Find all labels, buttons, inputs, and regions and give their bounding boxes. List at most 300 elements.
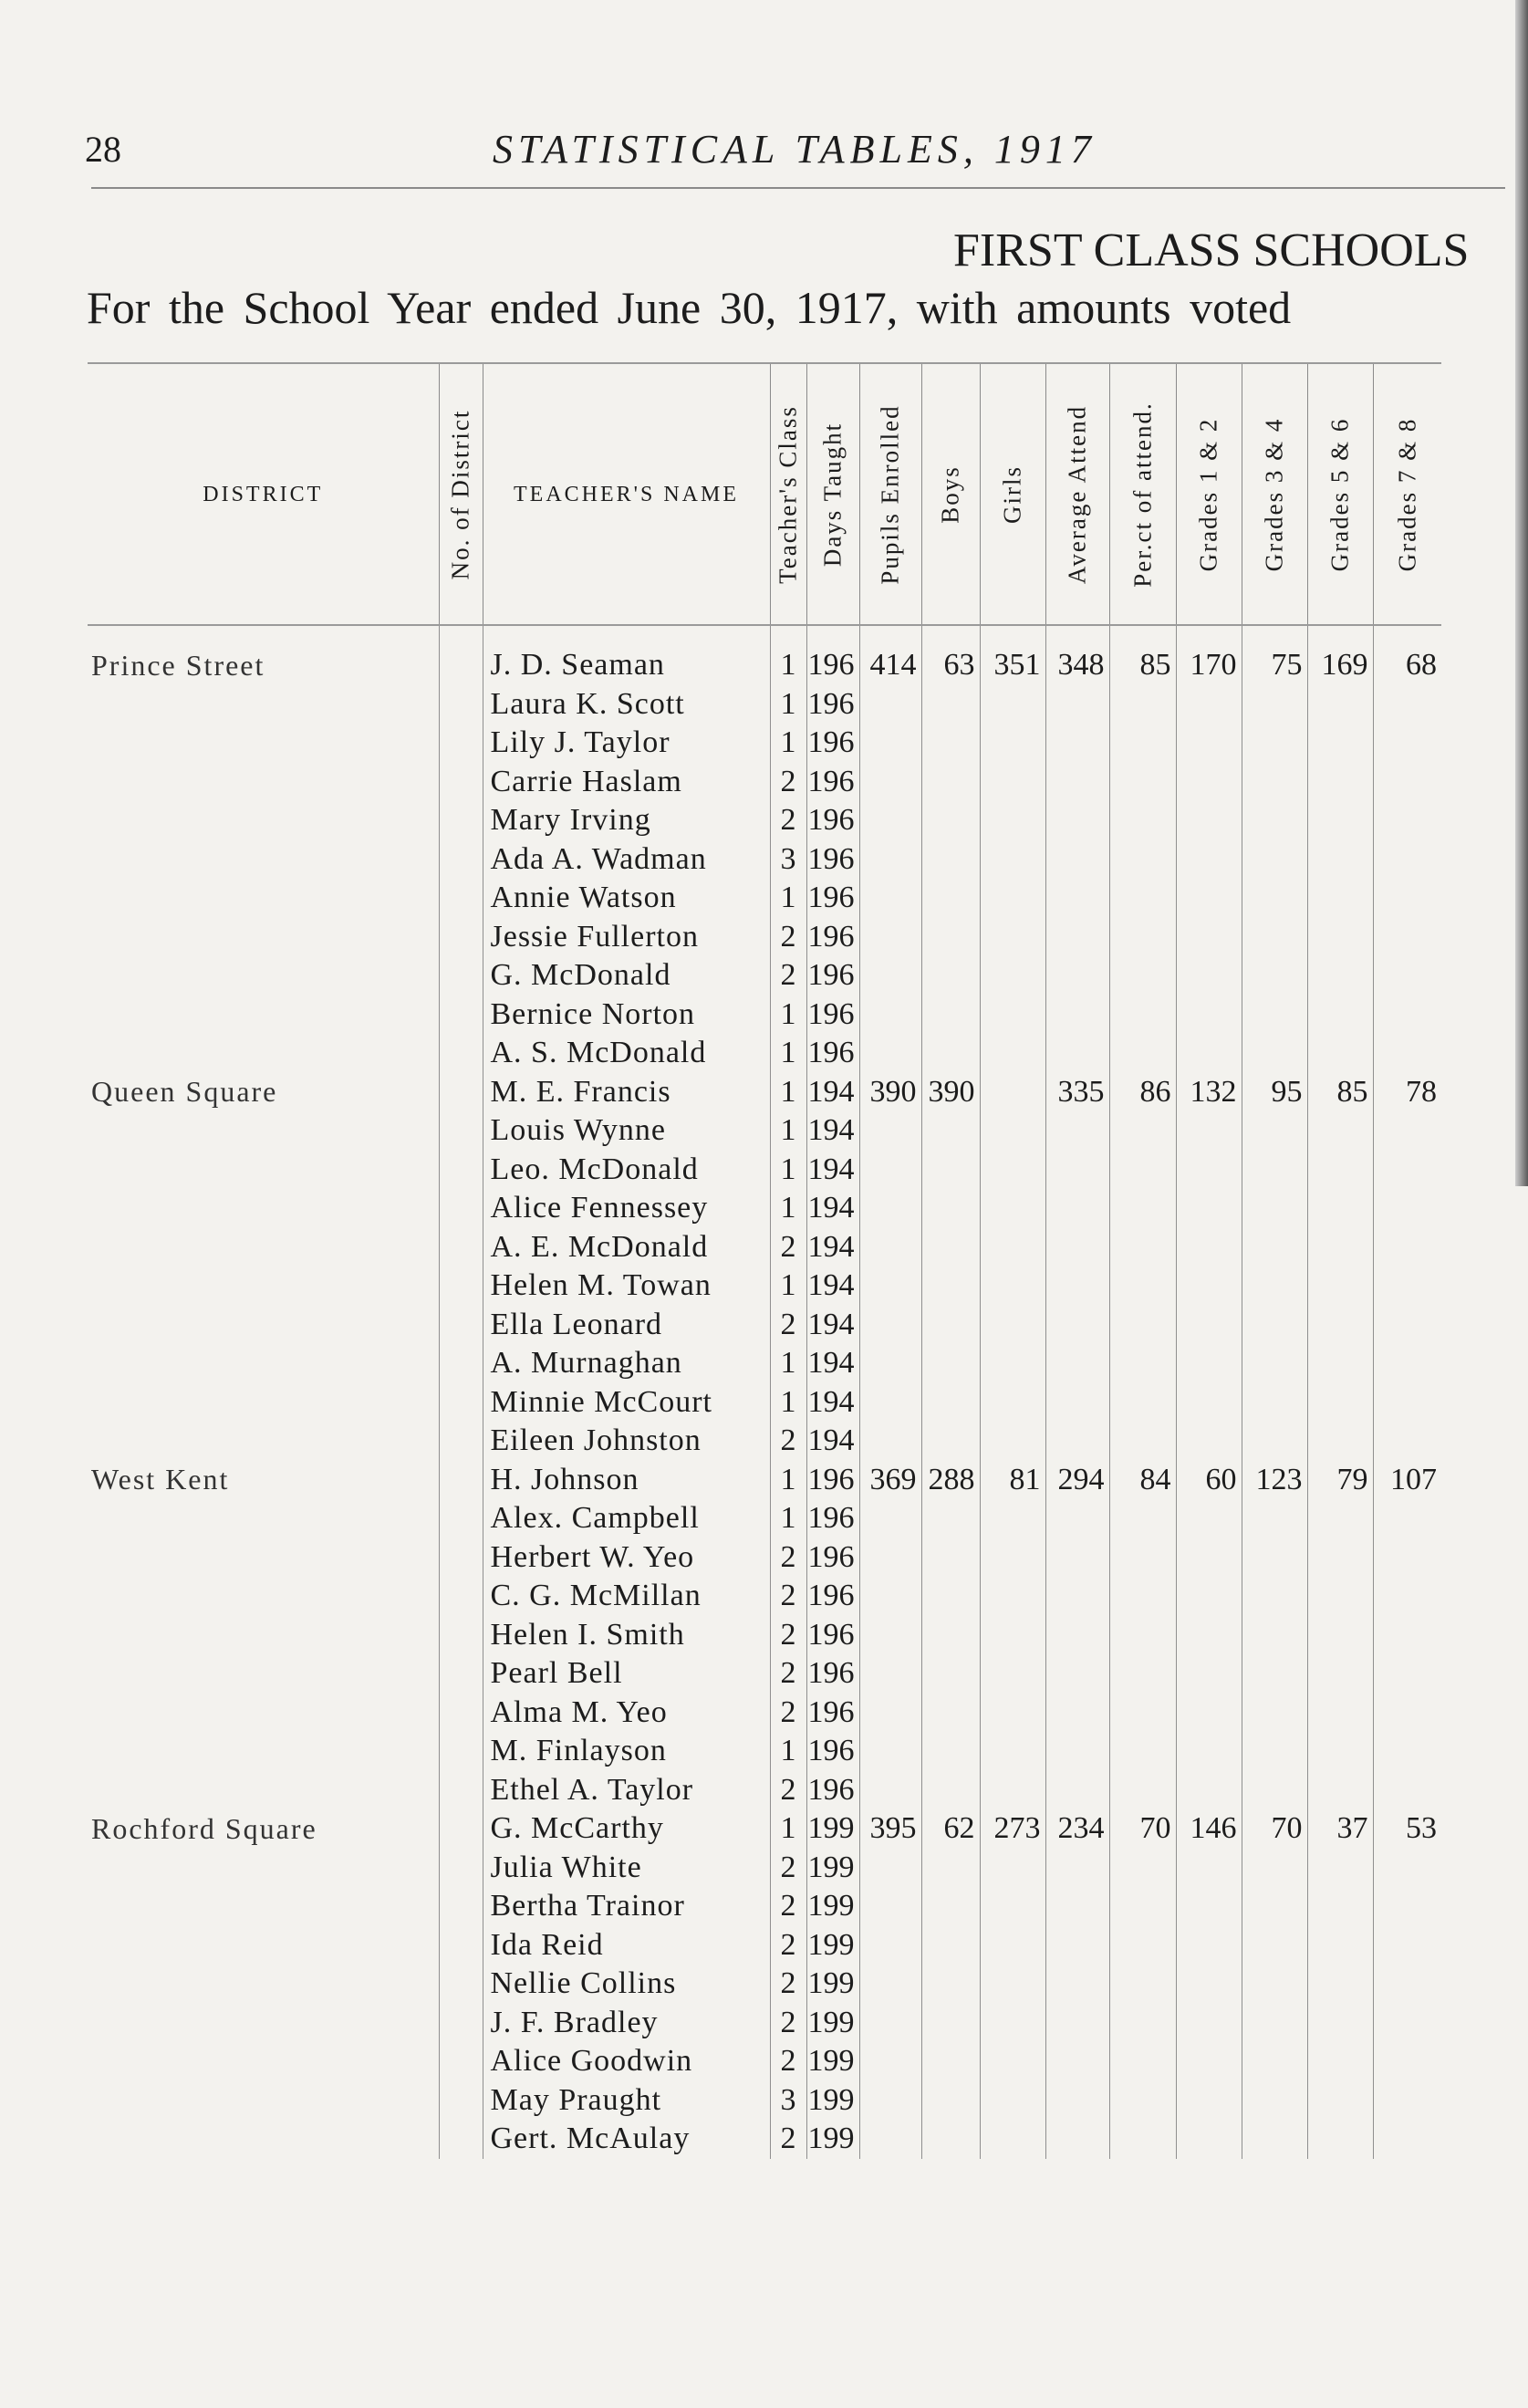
pupils-enrolled-cell [859,1228,921,1267]
percent-attend-cell [1109,956,1176,996]
grades-7-8-cell [1373,2042,1441,2081]
average-attend-cell [1045,1849,1109,1888]
boys-cell [921,1151,980,1190]
grades-3-4-cell [1242,1887,1307,1926]
grades-7-8-cell: 53 [1373,1809,1441,1849]
grades-7-8-cell [1373,918,1441,957]
teacher-name-cell: Bertha Trainor [483,1887,770,1926]
grades-7-8-cell [1373,1926,1441,1965]
girls-cell [980,1073,1045,1112]
boys-cell [921,1267,980,1306]
percent-attend-cell [1109,1344,1176,1383]
days-taught-cell: 194 [806,1306,859,1345]
district-number-cell [439,1887,483,1926]
table-row [88,1771,1441,1810]
percent-attend-cell [1109,685,1176,724]
grades-3-4-cell [1242,1344,1307,1383]
district-number-cell [439,763,483,802]
grades-7-8-cell [1373,1694,1441,1733]
grades-5-6-cell [1307,2042,1373,2081]
district-number-cell [439,1422,483,1461]
average-attend-cell [1045,1577,1109,1616]
teacher-class-cell: 1 [770,1461,806,1500]
district-number-cell [439,1383,483,1423]
teacher-class-cell: 1 [770,1344,806,1383]
girls-cell: 81 [980,1461,1045,1500]
teacher-name-cell: Alice Goodwin [483,2042,770,2081]
district-number-cell [439,1461,483,1500]
teacher-name-cell: Helen M. Towan [483,1267,770,1306]
teacher-class-cell: 1 [770,1499,806,1538]
percent-attend-cell [1109,763,1176,802]
pupils-enrolled-cell [859,1616,921,1655]
grades-7-8-cell [1373,1616,1441,1655]
boys-cell [921,2004,980,2043]
pupils-enrolled-cell [859,1344,921,1383]
pupils-enrolled-cell [859,879,921,918]
average-attend-cell [1045,763,1109,802]
grades-3-4-cell [1242,1383,1307,1423]
grades-7-8-cell [1373,1422,1441,1461]
district-cell [88,996,439,1035]
pupils-enrolled-cell [859,2004,921,2043]
grades-5-6-cell [1307,918,1373,957]
percent-attend-cell: 70 [1109,1809,1176,1849]
grades-5-6-cell [1307,1267,1373,1306]
boys-cell [921,1228,980,1267]
percent-attend-cell [1109,1732,1176,1771]
grades-5-6-cell [1307,1616,1373,1655]
grades-5-6-cell [1307,1151,1373,1190]
pupils-enrolled-cell [859,1189,921,1228]
teacher-class-cell: 2 [770,763,806,802]
pupils-enrolled-cell [859,1926,921,1965]
teacher-name-cell: Ethel A. Taylor [483,1771,770,1810]
boys-cell [921,724,980,763]
table-row [88,2042,1441,2081]
grades-1-2-cell [1176,956,1242,996]
teacher-name-cell: Annie Watson [483,879,770,918]
table-row [88,1616,1441,1655]
average-attend-cell [1045,1422,1109,1461]
days-taught-cell: 199 [806,1849,859,1888]
days-taught-cell: 196 [806,996,859,1035]
table-row [88,1306,1441,1345]
days-taught-cell: 194 [806,1383,859,1423]
girls-cell [980,2120,1045,2159]
pupils-enrolled-cell [859,1732,921,1771]
percent-attend-cell [1109,1538,1176,1578]
grades-5-6-cell [1307,1228,1373,1267]
column-header: TEACHER'S NAME [483,363,770,625]
pupils-enrolled-cell [859,1577,921,1616]
girls-cell: 351 [980,625,1045,685]
days-taught-cell: 199 [806,1965,859,2004]
average-attend-cell [1045,1228,1109,1267]
average-attend-cell [1045,1771,1109,1810]
average-attend-cell [1045,1654,1109,1694]
teacher-name-cell: Bernice Norton [483,996,770,1035]
grades-7-8-cell [1373,1965,1441,2004]
grades-5-6-cell [1307,1383,1373,1423]
girls-cell [980,1267,1045,1306]
district-cell [88,2081,439,2121]
table-row [88,685,1441,724]
grades-1-2-cell [1176,801,1242,840]
grades-1-2-cell [1176,1189,1242,1228]
girls-cell [980,1694,1045,1733]
grades-3-4-cell: 123 [1242,1461,1307,1500]
table-row [88,1034,1441,1073]
girls-cell: 273 [980,1809,1045,1849]
boys-cell [921,840,980,880]
grades-1-2-cell [1176,1616,1242,1655]
teacher-name-cell: Alex. Campbell [483,1499,770,1538]
column-header: Grades 7 & 8 [1373,363,1441,625]
average-attend-cell [1045,1732,1109,1771]
table-row [88,763,1441,802]
table-row [88,1538,1441,1578]
grades-3-4-cell [1242,956,1307,996]
days-taught-cell: 196 [806,1499,859,1538]
district-cell [88,1267,439,1306]
grades-7-8-cell [1373,1577,1441,1616]
boys-cell [921,2042,980,2081]
district-cell: West Kent [91,1463,230,1496]
teacher-class-cell: 2 [770,2042,806,2081]
table-row [88,1267,1441,1306]
grades-1-2-cell [1176,2042,1242,2081]
girls-cell [980,2042,1045,2081]
grades-5-6-cell [1307,1732,1373,1771]
grades-1-2-cell: 60 [1176,1461,1242,1500]
district-number-cell [439,1228,483,1267]
district-cell [88,1887,439,1926]
days-taught-cell: 199 [806,2120,859,2159]
district-number-cell [439,1771,483,1810]
teacher-class-cell: 2 [770,1926,806,1965]
average-attend-cell [1045,918,1109,957]
grades-7-8-cell [1373,1538,1441,1578]
teacher-name-cell: G. McCarthy [483,1809,770,1849]
grades-5-6-cell [1307,1926,1373,1965]
girls-cell [980,1422,1045,1461]
grades-3-4-cell: 95 [1242,1073,1307,1112]
table-row [88,1965,1441,2004]
district-number-cell [439,1732,483,1771]
teacher-class-cell: 1 [770,1073,806,1112]
page-title: FIRST CLASS SCHOOLS [953,224,1470,276]
grades-1-2-cell [1176,1577,1242,1616]
teacher-class-cell: 1 [770,625,806,685]
percent-attend-cell: 85 [1109,625,1176,685]
days-taught-cell: 196 [806,1034,859,1073]
teacher-name-cell: Ada A. Wadman [483,840,770,880]
grades-7-8-cell [1373,1499,1441,1538]
grades-7-8-cell [1373,801,1441,840]
district-cell [88,1499,439,1538]
girls-cell [980,879,1045,918]
district-cell [88,1616,439,1655]
district-number-cell [439,1577,483,1616]
district-number-cell [439,1073,483,1112]
column-header: DISTRICT [88,363,439,625]
table-row [88,879,1441,918]
teacher-class-cell: 2 [770,956,806,996]
percent-attend-cell [1109,1306,1176,1345]
teacher-name-cell: J. F. Bradley [483,2004,770,2043]
grades-5-6-cell [1307,685,1373,724]
girls-cell [980,763,1045,802]
average-attend-cell [1045,1887,1109,1926]
grades-5-6-cell [1307,724,1373,763]
district-number-cell [439,2081,483,2121]
district-number-cell [439,1926,483,1965]
grades-7-8-cell [1373,840,1441,880]
table-row [88,1809,1441,1849]
table-row [88,956,1441,996]
grades-5-6-cell [1307,1034,1373,1073]
page-edge-shadow [1515,0,1528,1186]
average-attend-cell [1045,1034,1109,1073]
grades-5-6-cell [1307,1577,1373,1616]
percent-attend-cell [1109,1189,1176,1228]
grades-5-6-cell [1307,2081,1373,2121]
days-taught-cell: 194 [806,1111,859,1151]
grades-1-2-cell [1176,2081,1242,2121]
boys-cell [921,1654,980,1694]
average-attend-cell [1045,2081,1109,2121]
boys-cell [921,2081,980,2121]
days-taught-cell: 196 [806,1771,859,1810]
grades-3-4-cell [1242,1694,1307,1733]
teacher-class-cell: 1 [770,1809,806,1849]
boys-cell [921,879,980,918]
table-row [88,1887,1441,1926]
percent-attend-cell [1109,801,1176,840]
days-taught-cell: 196 [806,685,859,724]
percent-attend-cell: 84 [1109,1461,1176,1500]
table-row [88,801,1441,840]
district-cell [88,1189,439,1228]
grades-3-4-cell [1242,996,1307,1035]
days-taught-cell: 194 [806,1267,859,1306]
teacher-class-cell: 2 [770,801,806,840]
pupils-enrolled-cell [859,763,921,802]
average-attend-cell [1045,1383,1109,1423]
percent-attend-cell [1109,1926,1176,1965]
grades-5-6-cell: 85 [1307,1073,1373,1112]
grades-7-8-cell [1373,1732,1441,1771]
days-taught-cell: 196 [806,1538,859,1578]
percent-attend-cell [1109,840,1176,880]
grades-1-2-cell [1176,1926,1242,1965]
pupils-enrolled-cell [859,1151,921,1190]
table-row [88,1383,1441,1423]
pupils-enrolled-cell [859,918,921,957]
column-header: Teacher's Class [770,363,806,625]
days-taught-cell: 196 [806,1616,859,1655]
district-cell [88,801,439,840]
grades-1-2-cell: 146 [1176,1809,1242,1849]
days-taught-cell: 196 [806,1694,859,1733]
pupils-enrolled-cell: 369 [859,1461,921,1500]
boys-cell [921,1849,980,1888]
grades-1-2-cell: 132 [1176,1073,1242,1112]
grades-1-2-cell [1176,763,1242,802]
percent-attend-cell [1109,1034,1176,1073]
percent-attend-cell [1109,1499,1176,1538]
pupils-enrolled-cell [859,2120,921,2159]
district-cell [88,1732,439,1771]
percent-attend-cell [1109,918,1176,957]
pupils-enrolled-cell [859,685,921,724]
teacher-name-cell: Alice Fennessey [483,1189,770,1228]
days-taught-cell: 196 [806,724,859,763]
teacher-name-cell: Gert. McAulay [483,2120,770,2159]
percent-attend-cell: 86 [1109,1073,1176,1112]
pupils-enrolled-cell [859,1887,921,1926]
grades-5-6-cell [1307,2004,1373,2043]
district-cell [88,1654,439,1694]
days-taught-cell: 194 [806,1073,859,1112]
district-cell [88,1771,439,1810]
teacher-class-cell: 1 [770,1111,806,1151]
pupils-enrolled-cell [859,1538,921,1578]
days-taught-cell: 196 [806,956,859,996]
teacher-class-cell: 3 [770,840,806,880]
district-cell [88,2042,439,2081]
district-cell [88,840,439,880]
pupils-enrolled-cell: 395 [859,1809,921,1849]
teacher-name-cell: M. Finlayson [483,1732,770,1771]
teacher-name-cell: Mary Irving [483,801,770,840]
boys-cell [921,1189,980,1228]
district-number-cell [439,1849,483,1888]
days-taught-cell: 194 [806,1422,859,1461]
teacher-name-cell: M. E. Francis [483,1073,770,1112]
table-row [88,1654,1441,1694]
district-cell [88,879,439,918]
days-taught-cell: 199 [806,2042,859,2081]
average-attend-cell: 335 [1045,1073,1109,1112]
days-taught-cell: 199 [806,2004,859,2043]
boys-cell: 288 [921,1461,980,1500]
teacher-class-cell: 2 [770,1616,806,1655]
teacher-class-cell: 2 [770,1422,806,1461]
column-header: Per.ct of attend. [1109,363,1176,625]
percent-attend-cell [1109,1228,1176,1267]
teacher-name-cell: Carrie Haslam [483,763,770,802]
column-header: Boys [921,363,980,625]
district-cell [88,1694,439,1733]
days-taught-cell: 196 [806,1732,859,1771]
days-taught-cell: 196 [806,879,859,918]
pupils-enrolled-cell [859,1849,921,1888]
district-cell [88,1422,439,1461]
grades-1-2-cell [1176,1383,1242,1423]
grades-7-8-cell: 78 [1373,1073,1441,1112]
pupils-enrolled-cell [859,801,921,840]
boys-cell [921,1732,980,1771]
district-number-cell [439,685,483,724]
district-number-cell [439,1694,483,1733]
district-number-cell [439,1809,483,1849]
grades-1-2-cell [1176,724,1242,763]
grades-5-6-cell: 169 [1307,625,1373,685]
teacher-name-cell: Helen I. Smith [483,1616,770,1655]
district-number-cell [439,801,483,840]
days-taught-cell: 196 [806,625,859,685]
grades-1-2-cell [1176,1422,1242,1461]
district-cell [88,1577,439,1616]
grades-7-8-cell [1373,1111,1441,1151]
district-cell: Rochford Square [91,1811,317,1845]
girls-cell [980,1732,1045,1771]
grades-1-2-cell [1176,1538,1242,1578]
district-cell: Prince Street [91,648,265,682]
teacher-name-cell: G. McDonald [483,956,770,996]
grades-7-8-cell [1373,1849,1441,1888]
grades-5-6-cell [1307,1538,1373,1578]
grades-1-2-cell [1176,1228,1242,1267]
grades-3-4-cell [1242,1654,1307,1694]
table-row [88,1499,1441,1538]
average-attend-cell: 294 [1045,1461,1109,1500]
teacher-name-cell: Nellie Collins [483,1965,770,2004]
table-row [88,996,1441,1035]
days-taught-cell: 199 [806,1809,859,1849]
district-number-cell [439,1151,483,1190]
pupils-enrolled-cell [859,1306,921,1345]
boys-cell [921,1577,980,1616]
district-cell [88,2120,439,2159]
grades-5-6-cell: 37 [1307,1809,1373,1849]
teacher-name-cell: Jessie Fullerton [483,918,770,957]
column-header: Pupils Enrolled [859,363,921,625]
grades-7-8-cell: 68 [1373,625,1441,685]
girls-cell [980,1616,1045,1655]
grades-1-2-cell [1176,1344,1242,1383]
days-taught-cell: 199 [806,1926,859,1965]
grades-5-6-cell [1307,1654,1373,1694]
district-number-cell [439,996,483,1035]
percent-attend-cell [1109,1654,1176,1694]
average-attend-cell [1045,1616,1109,1655]
average-attend-cell [1045,1151,1109,1190]
grades-3-4-cell [1242,879,1307,918]
teacher-name-cell: May Praught [483,2081,770,2121]
grades-3-4-cell [1242,1538,1307,1578]
grades-5-6-cell [1307,996,1373,1035]
grades-5-6-cell [1307,1422,1373,1461]
pupils-enrolled-cell: 414 [859,625,921,685]
district-number-cell [439,2120,483,2159]
boys-cell [921,1965,980,2004]
teacher-name-cell: Herbert W. Yeo [483,1538,770,1578]
grades-7-8-cell [1373,1306,1441,1345]
grades-3-4-cell [1242,1306,1307,1345]
teacher-name-cell: Pearl Bell [483,1654,770,1694]
teacher-class-cell: 3 [770,2081,806,2121]
girls-cell [980,996,1045,1035]
girls-cell [980,956,1045,996]
average-attend-cell [1045,1344,1109,1383]
average-attend-cell [1045,1538,1109,1578]
table-row [88,1073,1441,1112]
grades-3-4-cell: 70 [1242,1809,1307,1849]
teacher-name-cell: H. Johnson [483,1461,770,1500]
